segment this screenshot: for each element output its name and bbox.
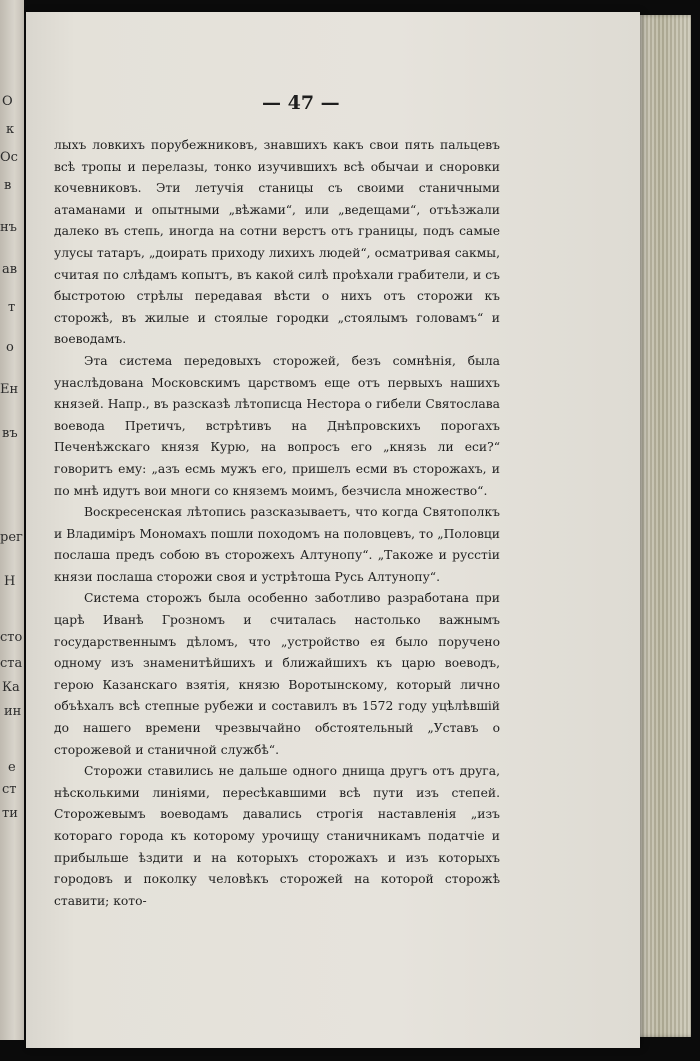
left-page-fragment: О	[2, 94, 13, 109]
paragraph: Система сторожъ была особенно заботливо разработана при царѣ Иванѣ Грозномъ и считалась настолько важнымъ государственнымъ дѣломъ, что „устройство ея было поручено одному изъ знаменитѣйшихъ и ближайшихъ къ царю воеводъ, герою Казанскаго взятія, князю Воротынскому, который лично объѣхалъ всѣ степные рубежи и составилъ въ 1572 году уцѣлѣвшій до нашего времени чрезвычайно обстоятельный „Уставъ о сторожевой и станичной службѣ“.	[54, 591, 500, 757]
book-page	[26, 12, 640, 1048]
left-page-fragment: о	[6, 340, 14, 355]
paragraph: Воскресенская лѣтопись разсказываетъ, что когда Святополкъ и Владиміръ Мономахъ пошли походомъ на половцевъ, то „Половци послаша предъ собою въ сторожехъ Алтунопу“. „Такоже и русстіи князи послаша сторожи своя и устрѣтоша Русь Алтунопу“.	[54, 505, 500, 584]
left-page-fragment: ст	[2, 782, 17, 797]
left-page-fragment: ин	[4, 704, 22, 719]
left-page-fragment: ав	[2, 262, 18, 277]
left-page-fragment: в	[4, 178, 12, 193]
left-page-fragment: е	[8, 760, 16, 775]
paragraph: Сторожи ставились не дальше одного днища другъ отъ друга, нѣсколькими линіями, пересѣкавшими всѣ пути изъ степей. Сторожевымъ воеводамъ давались строгія наставленія „изъ котораго города къ которому урочищу станичникамъ податчіе и прибыльше ѣздити и на которыхъ сторожахъ и изъ которыхъ городовъ и поколку человѣкъ сторожей на которой сторожѣ ставити; кото-	[54, 764, 500, 908]
body-text	[54, 135, 500, 912]
left-page-fragment: сто	[0, 630, 23, 645]
left-page-fragment: ста	[0, 656, 23, 671]
page-stack-edge	[636, 15, 691, 1037]
left-page-fragment: Н	[4, 574, 16, 589]
left-page-fragment: Ен	[0, 382, 19, 397]
paragraph: Эта система передовыхъ сторожей, безъ сомнѣнія, была унаслѣдована Московскимъ царствомъ еще отъ первыхъ нашихъ князей. Напр., въ разсказѣ лѣтописца Нестора о гибели Святослава воевода Претичъ, встрѣтивъ на Днѣпровскихъ порогахъ Печенѣжскаго князя Курю, на вопросъ его „князь ли еси?“ говоритъ ему: „азъ есмь мужъ его, пришелъ есми въ сторожахъ, и по мнѣ идутъ вои многи со княземъ моимъ, безчисла множество“.	[54, 353, 500, 498]
left-page-edge	[0, 0, 24, 1040]
paragraph: лыхъ ловкихъ порубежниковъ, знавшихъ какъ свои пять пальцевъ всѣ тропы и перелазы, тонко изучившихъ всѣ обычаи и сноровки кочевниковъ. Эти летучія станицы съ своими станичными атаманами и опытными „вѣжами“, или „ведещами“, отъѣзжали далеко въ степь, иногда на сотни верстъ отъ границы, подъ самые улусы татаръ, „доирать приходу лихихъ людей“, осматривая сакмы, считая по слѣдамъ копытъ, въ какой силѣ проѣхали грабители, и съ быстротою стрѣлы передавая вѣсти о нихъ отъ сторожи къ сторожѣ, въ жилые и стоялые городки „стоялымъ головамъ“ и воеводамъ.	[54, 138, 500, 347]
left-page-fragment: Ос	[0, 150, 18, 165]
left-page-fragment: т	[8, 300, 16, 315]
left-page-fragment: рег	[0, 530, 23, 545]
left-page-fragment: нъ	[0, 220, 17, 235]
left-page-fragment: к	[6, 122, 15, 137]
left-page-fragment: ти	[2, 806, 18, 821]
left-page-fragment: въ	[2, 426, 18, 441]
left-page-fragment: Ка	[2, 680, 20, 695]
page-number: — 47 —	[262, 92, 340, 114]
